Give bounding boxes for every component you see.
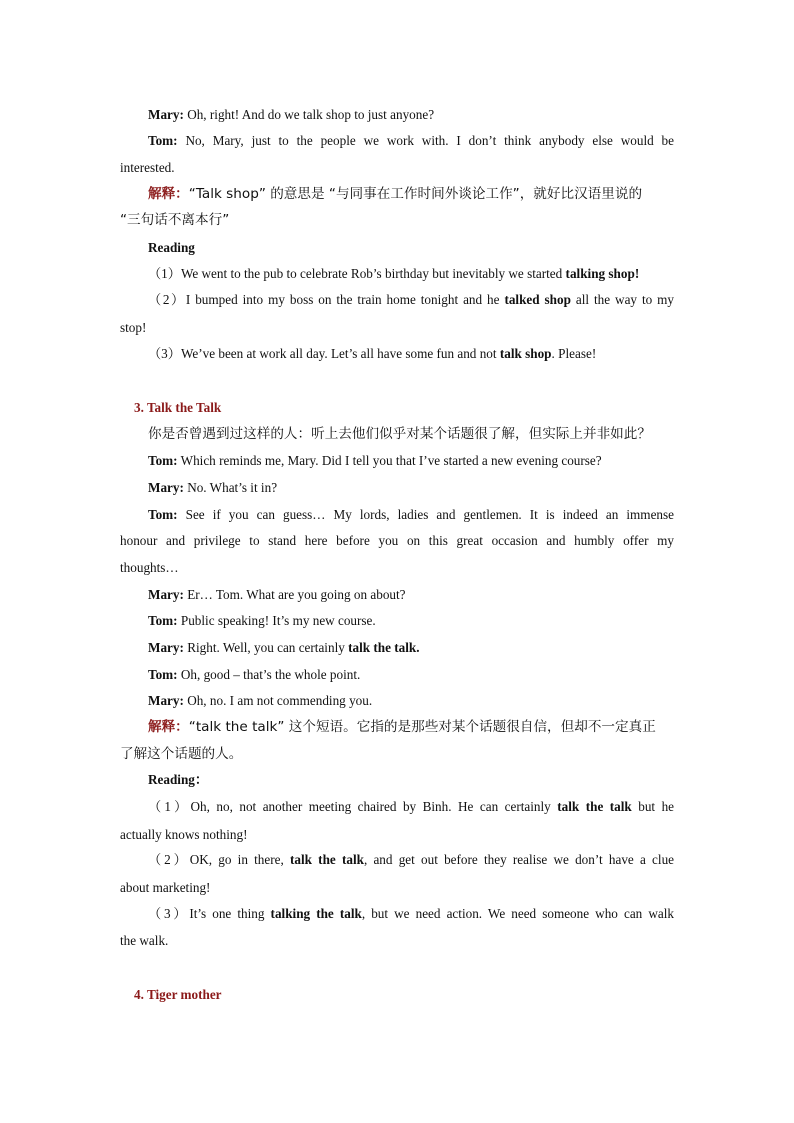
dialogue-text: No, Mary, just to the people we work with. I don’t think anybody else would be	[185, 133, 675, 148]
reading-sentence: （2）I bumped into my boss on the train home tonight and he talked shop all the way to my	[148, 292, 675, 307]
speaker-label: Tom:	[148, 453, 178, 468]
speaker-label: Tom:	[148, 667, 178, 682]
section-heading: 3. Talk the Talk	[134, 400, 222, 415]
reading-sentence: （1）We went to the pub to celebrate Rob’s birthday but inevitably we started talking shop!	[148, 266, 640, 281]
dialogue-line	[148, 132, 674, 150]
reading-sentence: （2）OK, go in there, talk the talk, and get out before they realise we don’t have a clue	[148, 852, 675, 867]
reading-continuation: stop!	[120, 320, 147, 335]
dialogue-line: Tom: Public speaking! It’s my new course.	[148, 613, 376, 628]
speaker-label: Mary:	[148, 480, 184, 495]
section-heading: 4. Tiger mother	[134, 987, 222, 1002]
reading-sentence: （3）We’ve been at work all day. Let’s all have some fun and not talk shop. Please!	[148, 346, 597, 361]
dialogue-line: Tom: See if you can guess… My lords, ladies and gentlemen. It is indeed an immense	[148, 507, 674, 522]
explanation-label: 解释：	[148, 719, 189, 735]
explanation-label: 解释：	[148, 186, 189, 202]
section-intro: 你是否曾遇到过这样的人：听上去他们似乎对某个话题很了解，但实际上并非如此？	[148, 426, 651, 442]
explanation-line: 解释：“talk the talk” 这个短语。它指的是那些对某个话题很自信，但却不一定真正	[148, 719, 656, 735]
dialogue-line	[148, 106, 674, 124]
reading-sentence: （3）It’s one thing talking the talk, but we need action. We need someone who can walk	[148, 906, 674, 921]
reading-sentence: （1）Oh, no, not another meeting chaired by Binh. He can certainly talk the talk but he	[148, 799, 675, 814]
dialogue-continuation: thoughts…	[120, 560, 179, 575]
speaker-label: Mary:	[148, 107, 184, 122]
explanation-line: 解释：“Talk shop” 的意思是 “与同事在工作时间外谈论工作”，就好比汉语里说的	[148, 186, 643, 202]
explanation-continuation: “三句话不离本行”	[120, 212, 230, 228]
dialogue-text: Oh, right! And do we talk shop to just anyone?	[187, 107, 435, 122]
speaker-label: Mary:	[148, 640, 184, 655]
explanation-continuation: 了解这个话题的人。	[120, 746, 243, 762]
speaker-label: Tom:	[148, 613, 178, 628]
dialogue-line: Mary: Er… Tom. What are you going on about?	[148, 587, 406, 602]
speaker-label: Tom:	[148, 133, 178, 148]
speaker-label: Mary:	[148, 587, 184, 602]
dialogue-line: Mary: Oh, no. I am not commending you.	[148, 693, 373, 708]
reading-continuation: the walk.	[120, 933, 169, 948]
dialogue-continuation: honour and privilege to stand here before you on this great occasion and humbly offer my	[120, 533, 674, 548]
reading-continuation: actually knows nothing!	[120, 827, 248, 842]
dialogue-line: Mary: No. What’s it in?	[148, 480, 278, 495]
reading-label: Reading	[148, 240, 195, 255]
speaker-label: Mary:	[148, 693, 184, 708]
dialogue-line: Tom: Oh, good – that’s the whole point.	[148, 667, 361, 682]
speaker-label: Tom:	[148, 507, 178, 522]
reading-label: Reading：	[148, 772, 209, 787]
dialogue-line: Mary: Right. Well, you can certainly talk the talk.	[148, 640, 420, 655]
dialogue-continuation: interested.	[120, 160, 175, 175]
reading-continuation: about marketing!	[120, 880, 211, 895]
dialogue-line: Tom: Which reminds me, Mary. Did I tell you that I’ve started a new evening course?	[148, 453, 602, 468]
